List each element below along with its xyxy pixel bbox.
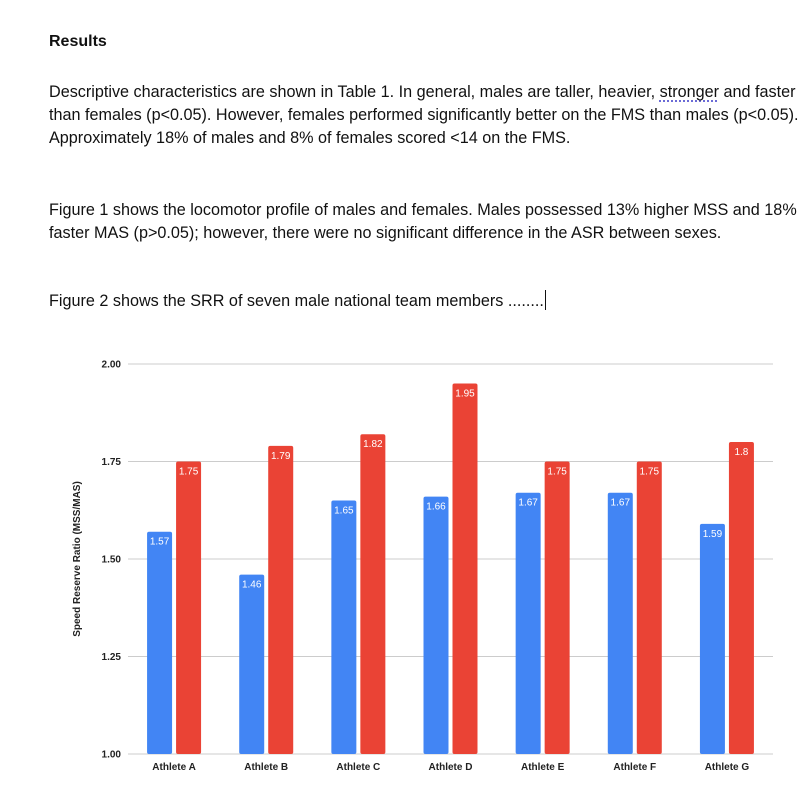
y-tick-label: 1.75 bbox=[101, 457, 121, 468]
bar bbox=[239, 575, 264, 754]
spellcheck-flagged-word[interactable]: stronger bbox=[659, 83, 720, 101]
y-axis-title: Speed Reserve Ratio (MSS/MAS) bbox=[72, 481, 83, 637]
srr-bar-chart[interactable] bbox=[0, 330, 808, 799]
paragraph-locomotor[interactable]: Figure 1 shows the locomotor profile of males and females. Males possessed 13% higher MSS and 18% faster MAS (p>0.05); however, there were no significant difference in the ASR between sexes. bbox=[49, 201, 797, 242]
bar bbox=[700, 524, 725, 754]
x-tick-label: Athlete F bbox=[613, 762, 657, 773]
data-label: 1.75 bbox=[547, 466, 567, 478]
data-label: 1.57 bbox=[149, 536, 170, 548]
bar bbox=[608, 493, 633, 754]
section-heading: Results bbox=[49, 33, 107, 50]
x-tick-label: Athlete C bbox=[336, 762, 381, 773]
y-tick-label: 1.50 bbox=[101, 554, 121, 566]
text-cursor bbox=[545, 290, 546, 310]
grid-lines bbox=[128, 364, 773, 754]
data-label: 1.67 bbox=[610, 497, 631, 509]
paragraph-descriptive-text-2: and faster than females (p<0.05). However, females performed significantly better on the FMS than males (p<0.05). Approximately 18% of males and 8% of females scored <14 on the FMS. bbox=[49, 83, 799, 147]
x-tick-label: Athlete B bbox=[244, 762, 289, 773]
bar bbox=[268, 446, 293, 754]
bar bbox=[360, 434, 385, 754]
data-label: 1.65 bbox=[334, 505, 354, 517]
data-label: 1.67 bbox=[518, 497, 538, 509]
paragraph-descriptive-text-1: Descriptive characteristics are shown in Table 1. In general, males are taller, heavier, bbox=[49, 83, 660, 101]
bar bbox=[176, 462, 201, 755]
bar bbox=[453, 384, 478, 755]
paragraph-descriptive[interactable] bbox=[49, 81, 801, 150]
data-label: 1.8 bbox=[734, 447, 749, 458]
bar bbox=[516, 493, 541, 754]
bar bbox=[331, 501, 356, 755]
bars bbox=[147, 384, 754, 755]
data-label: 1.46 bbox=[241, 579, 262, 591]
y-tick-label: 1.00 bbox=[101, 749, 121, 761]
data-label: 1.95 bbox=[455, 388, 475, 400]
data-label: 1.75 bbox=[639, 466, 660, 478]
bar bbox=[729, 442, 754, 754]
bar bbox=[147, 532, 172, 754]
data-label: 1.75 bbox=[178, 466, 199, 478]
x-tick-label: Athlete D bbox=[428, 762, 473, 773]
data-label: 1.79 bbox=[270, 450, 291, 462]
paragraph-srr[interactable] bbox=[49, 290, 801, 313]
y-tick-label: 1.25 bbox=[101, 652, 121, 663]
paragraph-srr-text: Figure 2 shows the SRR of seven male national team members ........ bbox=[49, 292, 544, 310]
bar bbox=[637, 462, 662, 755]
x-tick-label: Athlete A bbox=[152, 762, 196, 773]
bar bbox=[424, 497, 449, 754]
x-tick-label: Athlete G bbox=[704, 762, 750, 773]
data-label: 1.66 bbox=[426, 501, 446, 513]
y-tick-label: 2.00 bbox=[101, 359, 121, 371]
x-tick-label: Athlete E bbox=[520, 762, 565, 773]
bar bbox=[545, 462, 570, 755]
data-label: 1.59 bbox=[702, 528, 723, 540]
data-label: 1.82 bbox=[363, 439, 383, 451]
